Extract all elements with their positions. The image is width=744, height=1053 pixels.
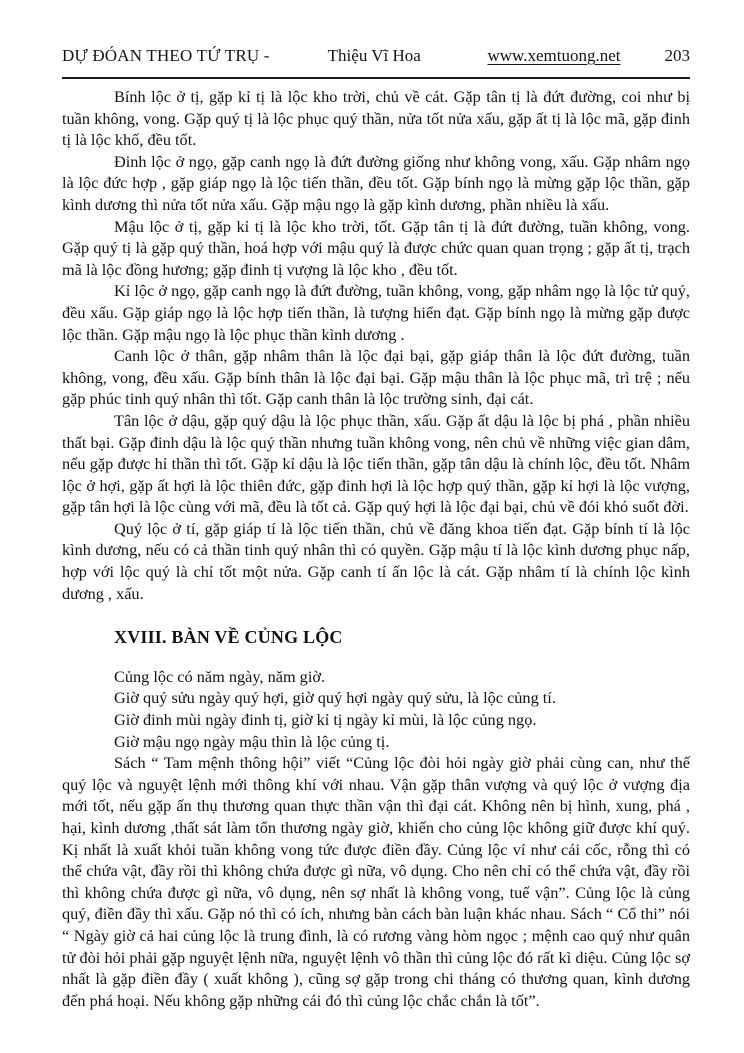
verse-line: Giờ mậu ngọ ngày mậu thìn là lộc củng tị. — [114, 731, 390, 751]
paragraph: Kỉ lộc ở ngọ, gặp canh ngọ là đứt đường, tuần không, vong, gặp nhâm ngọ là lộc tử quý, đều xấu. Gặp giáp ngọ là lộc hợp tiến thần, là tượng hiển đạt. Gặp bính ngọ là mừng gặp được lộc thần. Gặp mậu ngọ là lộc phục thần kình dương . — [62, 281, 690, 344]
page-header — [62, 46, 690, 66]
closing-paragraph: Sách “ Tam mệnh thông hội” viết “Củng lộc đòi hỏi ngày giờ phải cùng can, như thế quý lộc và nguyệt lệnh mới thông khí với nhau. Vận gặp thân vượng và quý lộc ở vượng địa mới tốt, nếu gặp ấn thụ thương quan thực thần vận thì đại cát. Không nên bị hình, xung, phá , hại, kình dương ,thất sát làm tổn thương ngày giờ, khiến cho củng lộc không giữ được khí quý. Kị nhất là xuất khỏi tuần không vong tức được điền đầy. Củng lộc ví như cái cốc, rỗng thì có thể chứa vật, đầy rồi thì không chứa được gì nữa, vô dụng. Cho nên chỉ có thể chứa vật, đầy rồi thì không chứa được gì nữa, vô dụng, nên sợ nhất là không vong, tuế vận”. Củng lộc là củng quý, điền đầy thì xấu. Gặp nó thì có ích, nhưng bàn cách bàn luận khác nhau. Sách “ Cổ thi” nói “ Ngày giờ cả hai củng lộc là trung đình, là có rương vàng hòm ngọc ; mệnh cao quý như quân tử đòi hỏi phải gặp nguyệt lệnh nữa, nguyệt lệnh vô thần thì củng lộc đó rất kì diệu. Củng lộc sợ nhất là gặp điền đầy ( xuất không ), cũng sợ gặp trong chi tháng có thương quan, kình dương đến phá hoại. Nếu không gặp những cái đó thì củng lộc chắc chắn là tốt”. — [62, 753, 690, 1010]
paragraph: Quý lộc ở tí, gặp giáp tí là lộc tiến thần, chủ về đăng khoa tiến đạt. Gặp bính tí là lộc kình dương, nếu có cả thần tinh quý nhân thì có quyền. Gặp mậu tí là lộc kình dương phục nấp, hợp với lộc quý là chỉ tốt một nửa. Gặp canh tí ấn lộc là cát. Gặp nhâm tí là chính lộc kình dương , xấu. — [62, 518, 690, 603]
verse-line: Giờ quý sửu ngày quý hợi, giờ quý hợi ngày quý sửu, là lộc củng tí. — [114, 688, 556, 708]
paragraph: Canh lộc ở thân, gặp nhâm thân là lộc đại bại, gặp giáp thân là lộc đứt đường, tuần không, vong, đều xấu. Gặp bính thân là lộc đại bại. Gặp mậu thân là lộc phục mã, trì trệ ; nếu gặp phúc tinh quý nhân thì tốt. Gặp canh thân là lộc trường sinh, đại cát. — [62, 346, 690, 409]
verse-line: Giờ đinh mùi ngày đinh tị, giờ kỉ tị ngày kỉ mùi, là lộc củng ngọ. — [114, 710, 537, 730]
author-name: Thiệu Vĩ Hoa — [327, 46, 421, 65]
page-body — [62, 86, 690, 1011]
paragraph: Tân lộc ở dậu, gặp quý dậu là lộc phục thần, xấu. Gặp ất dậu là lộc bị phá , phần nhiều thất bại. Gặp đinh dậu là lộc quý thần nhưng tuần không vong, nên chủ về những việc gian dâm, nếu gặp được hỉ thần thì tốt. Gặp kỉ dậu là lộc tiến thần, gặp tân dậu là chính lộc, đều tốt. Nhâm lộc ở hợi, gặp ất hợi là lộc thiên đức, gặp đinh hợi là lộc hợp quý thần, gặp kỉ hợi là lộc vượng, gặp tân hợi là lộc cùng với mã, đều là tốt cả. Gặp quý hợi là lộc đại bại, chủ về đói khó suốt đời. — [62, 410, 690, 517]
book-title: DỰ ĐÓAN THEO TỨ TRỤ - — [62, 46, 270, 65]
paragraph: Đinh lộc ở ngọ, gặp canh ngọ là đứt đường giống như không vong, xấu. Gặp nhâm ngọ là lộc đức hợp , gặp giáp ngọ là lộc tiến thần, đều tốt. Gặp bính ngọ là mừng gặp lộc thần, gặp kình dương thì nửa tốt nửa xấu. Gặp mậu ngọ là gặp kình dương, phần nhiều là xấu. — [62, 151, 690, 214]
section-heading: XVIII. BÀN VỀ CỦNG LỘC — [114, 627, 343, 648]
website-link[interactable]: www.xemtuong.net — [487, 46, 621, 65]
page-number: 203 — [664, 46, 690, 65]
verse-line: Củng lộc có năm ngày, năm giờ. — [114, 666, 326, 686]
paragraph: Bính lộc ở tị, gặp kỉ tị là lộc kho trời, chủ về cát. Gặp tân tị là đứt đường, coi như bị tuần không, vong. Gặp quý tị là lộc phục quý thần, nửa tốt nửa xấu, gặp ất tị là lộc mã, gặp đinh tị là lộc khố, đều tốt. — [62, 87, 690, 150]
paragraph: Mậu lộc ở tị, gặp kỉ tị là lộc kho trời, tốt. Gặp tân tị là đứt đường, tuần không, vong. Gặp quý tị là gặp quý thần, hoá hợp với mậu quý là được chức quan quan trọng ; gặp ất tị, trạch mã là lộc đồng hương; gặp đinh tị vượng là lộc kho , đều tốt. — [62, 216, 690, 279]
header-rule — [62, 77, 690, 79]
